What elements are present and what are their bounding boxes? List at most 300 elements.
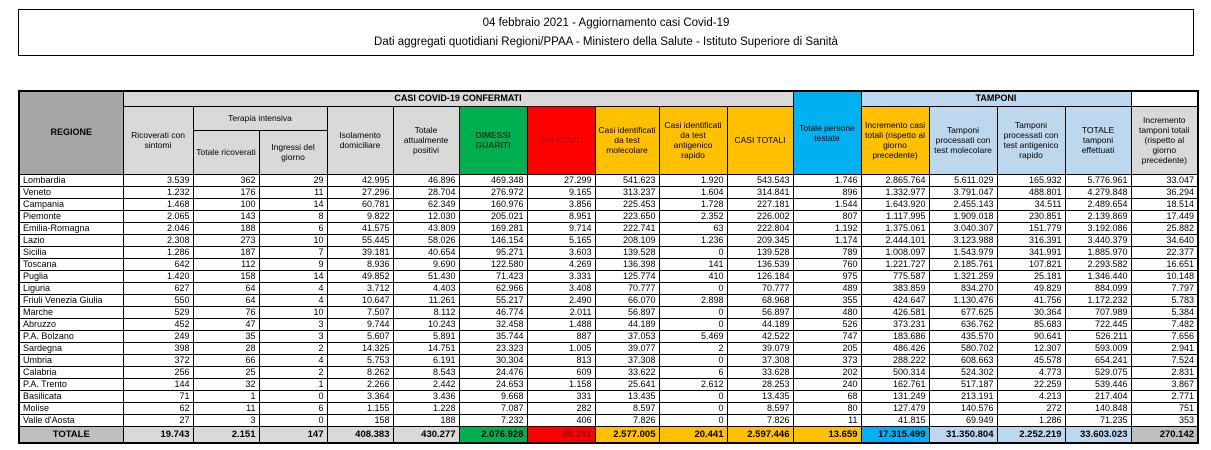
cell-deceduti: 3.603 — [527, 246, 595, 258]
cell-tamponi-molecolare: 213.191 — [929, 390, 997, 402]
cell-casi-molecolare: 136.398 — [595, 258, 659, 270]
cell-attualmente-positivi: 51.430 — [393, 270, 459, 282]
cell-casi-molecolare: 125.774 — [595, 270, 659, 282]
cell-incremento-casi: 789 — [793, 246, 861, 258]
table-row — [19, 234, 1198, 246]
cell-deceduti: 813 — [527, 354, 595, 366]
col-header-regione: REGIONE — [19, 91, 123, 174]
cell-dimessi-guariti: 146.154 — [459, 234, 527, 246]
cell-persone-testate: 183.686 — [861, 330, 929, 342]
cell-deceduti: 282 — [527, 402, 595, 414]
cell-terapia-totale: 11 — [193, 402, 259, 414]
col-header-totale-tamponi: TOTALE tamponi effettuati — [1065, 106, 1131, 174]
cell-incremento-casi: 202 — [793, 366, 861, 378]
cell-ricoverati-sintomi: 144 — [123, 378, 193, 390]
col-header-tamponi-molecolare: Tamponi processati con test molecolare — [929, 106, 997, 174]
cell-casi-molecolare: 139.528 — [595, 246, 659, 258]
cell-totale-tamponi: 1.346.440 — [1065, 270, 1131, 282]
cell-casi-antigenico: 0 — [659, 282, 727, 294]
cell-attualmente-positivi: 58.026 — [393, 234, 459, 246]
cell-dimessi-guariti: 160.976 — [459, 198, 527, 210]
cell-tamponi-antigenico: 151.779 — [997, 222, 1065, 234]
cell-casi-molecolare: 37.308 — [595, 354, 659, 366]
cell-terapia-totale: 28 — [193, 342, 259, 354]
cell-casi-totali: 209.345 — [727, 234, 793, 246]
cell-dimessi-guariti: 95.271 — [459, 246, 527, 258]
cell-tamponi-antigenico: 4.213 — [997, 390, 1065, 402]
col-header-terapia-totale: Totale ricoverati — [193, 130, 259, 174]
cell-ricoverati-sintomi: 3.539 — [123, 174, 193, 186]
cell-tamponi-antigenico: 230.851 — [997, 210, 1065, 222]
cell-casi-antigenico: 1.236 — [659, 234, 727, 246]
group-header-terapia-intensiva: Terapia intensiva — [193, 106, 327, 130]
cell-terapia-totale: 64 — [193, 294, 259, 306]
total-row — [19, 426, 1198, 443]
cell-deceduti: 2.011 — [527, 306, 595, 318]
group-header-casi-confermati: CASI COVID-19 CONFERMATI — [123, 91, 793, 106]
cell-casi-totali: 37.308 — [727, 354, 793, 366]
cell-casi-totali: 44.189 — [727, 318, 793, 330]
cell-casi-totali: 7.826 — [727, 414, 793, 426]
cell-casi-molecolare: 39.077 — [595, 342, 659, 354]
cell-deceduti: 4.269 — [527, 258, 595, 270]
cell-totale-tamponi: 1.885.970 — [1065, 246, 1131, 258]
cell-tamponi-molecolare: 2.185.761 — [929, 258, 997, 270]
cell-incremento-casi: 205 — [793, 342, 861, 354]
cell-dimessi-guariti: 9.668 — [459, 390, 527, 402]
cell-incremento-casi: 747 — [793, 330, 861, 342]
total-cell-attualmente-positivi: 430.277 — [393, 426, 459, 443]
cell-attualmente-positivi: 28.704 — [393, 186, 459, 198]
cell-ricoverati-sintomi: 1.232 — [123, 186, 193, 198]
cell-isolamento: 49.852 — [327, 270, 393, 282]
cell-attualmente-positivi: 2.442 — [393, 378, 459, 390]
cell-terapia-ingressi: 6 — [259, 222, 327, 234]
cell-casi-molecolare: 70.777 — [595, 282, 659, 294]
table-row — [19, 378, 1198, 390]
cell-persone-testate: 424.647 — [861, 294, 929, 306]
cell-totale-tamponi: 722.445 — [1065, 318, 1131, 330]
cell-tamponi-antigenico: 90.641 — [997, 330, 1065, 342]
cell-incremento-tamponi: 2.831 — [1131, 366, 1198, 378]
col-header-casi-molecolare: Casi identificati da test molecolare — [595, 106, 659, 174]
title-line-1: 04 febbraio 2021 - Aggiornamento casi Covid-19 — [482, 17, 730, 29]
cell-persone-testate: 2.865.764 — [861, 174, 929, 186]
region-name: P.A. Bolzano — [19, 330, 123, 342]
cell-deceduti: 27.299 — [527, 174, 595, 186]
table-header — [19, 91, 1198, 174]
cell-isolamento: 5.753 — [327, 354, 393, 366]
cell-incremento-tamponi: 3.867 — [1131, 378, 1198, 390]
cell-persone-testate: 775.587 — [861, 270, 929, 282]
region-name: Calabria — [19, 366, 123, 378]
cell-terapia-ingressi: 11 — [259, 186, 327, 198]
cell-casi-molecolare: 222.741 — [595, 222, 659, 234]
cell-deceduti: 9.165 — [527, 186, 595, 198]
total-cell-isolamento: 408.383 — [327, 426, 393, 443]
cell-incremento-tamponi: 33.047 — [1131, 174, 1198, 186]
col-header-incremento-casi: Incremento casi totali (rispetto al giorno precedente) — [861, 106, 929, 174]
cell-isolamento: 158 — [327, 414, 393, 426]
cell-dimessi-guariti: 469.348 — [459, 174, 527, 186]
cell-totale-tamponi: 654.241 — [1065, 354, 1131, 366]
cell-tamponi-molecolare: 1.321.259 — [929, 270, 997, 282]
cell-terapia-ingressi: 8 — [259, 210, 327, 222]
cell-tamponi-antigenico: 272 — [997, 402, 1065, 414]
cell-terapia-ingressi: 4 — [259, 282, 327, 294]
cell-dimessi-guariti: 62.966 — [459, 282, 527, 294]
cell-tamponi-molecolare: 3.123.988 — [929, 234, 997, 246]
table-row — [19, 318, 1198, 330]
cell-incremento-casi: 11 — [793, 414, 861, 426]
table-row — [19, 330, 1198, 342]
region-name: Toscana — [19, 258, 123, 270]
cell-totale-tamponi: 707.989 — [1065, 306, 1131, 318]
col-header-terapia-ingressi: Ingressi del giorno — [259, 130, 327, 174]
cell-terapia-totale: 35 — [193, 330, 259, 342]
cell-ricoverati-sintomi: 642 — [123, 258, 193, 270]
cell-persone-testate: 1.117.995 — [861, 210, 929, 222]
cell-ricoverati-sintomi: 550 — [123, 294, 193, 306]
cell-tamponi-molecolare: 524.302 — [929, 366, 997, 378]
cell-isolamento: 39.181 — [327, 246, 393, 258]
cell-deceduti: 1.488 — [527, 318, 595, 330]
cell-casi-molecolare: 8.597 — [595, 402, 659, 414]
cell-incremento-tamponi: 22.377 — [1131, 246, 1198, 258]
cell-tamponi-antigenico: 4.773 — [997, 366, 1065, 378]
cell-incremento-casi: 68 — [793, 390, 861, 402]
cell-attualmente-positivi: 6.191 — [393, 354, 459, 366]
table-footer — [19, 426, 1198, 443]
cell-incremento-casi: 526 — [793, 318, 861, 330]
cell-attualmente-positivi: 9.690 — [393, 258, 459, 270]
cell-deceduti: 1.158 — [527, 378, 595, 390]
cell-incremento-tamponi: 7.524 — [1131, 354, 1198, 366]
total-cell-totale-tamponi: 33.603.023 — [1065, 426, 1131, 443]
table-row — [19, 270, 1198, 282]
col-header-casi-antigenico: Casi identificati da test antigenico rapido — [659, 106, 727, 174]
cell-casi-antigenico: 2.352 — [659, 210, 727, 222]
cell-tamponi-antigenico: 49.829 — [997, 282, 1065, 294]
cell-incremento-casi: 807 — [793, 210, 861, 222]
cell-casi-antigenico: 1.920 — [659, 174, 727, 186]
cell-terapia-ingressi: 6 — [259, 402, 327, 414]
cell-ricoverati-sintomi: 62 — [123, 402, 193, 414]
region-name: Marche — [19, 306, 123, 318]
cell-terapia-ingressi: 4 — [259, 354, 327, 366]
cell-terapia-ingressi: 7 — [259, 246, 327, 258]
cell-incremento-tamponi: 25.882 — [1131, 222, 1198, 234]
cell-casi-antigenico: 6 — [659, 366, 727, 378]
cell-terapia-totale: 76 — [193, 306, 259, 318]
cell-terapia-ingressi: 3 — [259, 318, 327, 330]
cell-incremento-casi: 373 — [793, 354, 861, 366]
cell-persone-testate: 383.859 — [861, 282, 929, 294]
cell-terapia-totale: 100 — [193, 198, 259, 210]
cell-incremento-casi: 355 — [793, 294, 861, 306]
cell-incremento-tamponi: 353 — [1131, 414, 1198, 426]
cell-tamponi-antigenico: 316.391 — [997, 234, 1065, 246]
cell-casi-totali: 136.539 — [727, 258, 793, 270]
cell-ricoverati-sintomi: 529 — [123, 306, 193, 318]
covid-data-table — [18, 90, 1199, 444]
cell-ricoverati-sintomi: 1.286 — [123, 246, 193, 258]
cell-persone-testate: 426.581 — [861, 306, 929, 318]
cell-tamponi-antigenico: 45.578 — [997, 354, 1065, 366]
cell-dimessi-guariti: 55.217 — [459, 294, 527, 306]
cell-terapia-totale: 112 — [193, 258, 259, 270]
col-header-deceduti: DECEDUTI — [527, 106, 595, 174]
cell-incremento-tamponi: 7.482 — [1131, 318, 1198, 330]
cell-incremento-tamponi: 7.656 — [1131, 330, 1198, 342]
cell-tamponi-antigenico: 22.259 — [997, 378, 1065, 390]
cell-attualmente-positivi: 62.349 — [393, 198, 459, 210]
title-line-2: Dati aggregati quotidiani Regioni/PPAA - Ministero della Salute - Istituto Superiore di Sanità — [374, 36, 838, 48]
cell-persone-testate: 500.314 — [861, 366, 929, 378]
cell-terapia-ingressi: 14 — [259, 270, 327, 282]
cell-incremento-tamponi: 751 — [1131, 402, 1198, 414]
cell-ricoverati-sintomi: 256 — [123, 366, 193, 378]
cell-totale-tamponi: 217.404 — [1065, 390, 1131, 402]
cell-dimessi-guariti: 46.774 — [459, 306, 527, 318]
cell-dimessi-guariti: 30.304 — [459, 354, 527, 366]
cell-casi-antigenico: 410 — [659, 270, 727, 282]
cell-tamponi-antigenico: 1.286 — [997, 414, 1065, 426]
cell-deceduti: 887 — [527, 330, 595, 342]
cell-casi-totali: 13.435 — [727, 390, 793, 402]
cell-terapia-ingressi: 10 — [259, 234, 327, 246]
cell-deceduti: 3.331 — [527, 270, 595, 282]
total-cell-casi-antigenico: 20.441 — [659, 426, 727, 443]
cell-incremento-tamponi: 2.771 — [1131, 390, 1198, 402]
cell-incremento-casi: 80 — [793, 402, 861, 414]
table-row — [19, 366, 1198, 378]
table-row — [19, 414, 1198, 426]
table-row — [19, 246, 1198, 258]
cell-tamponi-antigenico: 41.756 — [997, 294, 1065, 306]
cell-casi-antigenico: 0 — [659, 354, 727, 366]
cell-incremento-casi: 1.544 — [793, 198, 861, 210]
col-header-incremento-tamponi: Incremento tamponi totali (rispetto al giorno precedente) — [1131, 106, 1198, 174]
cell-persone-testate: 486.426 — [861, 342, 929, 354]
cell-casi-antigenico: 2.898 — [659, 294, 727, 306]
cell-casi-antigenico: 0 — [659, 414, 727, 426]
cell-terapia-ingressi: 9 — [259, 258, 327, 270]
cell-incremento-tamponi: 5.384 — [1131, 306, 1198, 318]
cell-persone-testate: 162.761 — [861, 378, 929, 390]
cell-incremento-tamponi: 7.797 — [1131, 282, 1198, 294]
cell-casi-antigenico: 0 — [659, 246, 727, 258]
cell-casi-molecolare: 208.109 — [595, 234, 659, 246]
cell-tamponi-molecolare: 1.909.018 — [929, 210, 997, 222]
region-name: Sicilia — [19, 246, 123, 258]
cell-isolamento: 42.995 — [327, 174, 393, 186]
cell-deceduti: 3.408 — [527, 282, 595, 294]
col-header-attualmente-positivi: Totale attualmente positivi — [393, 106, 459, 174]
table-row — [19, 402, 1198, 414]
cell-terapia-totale: 273 — [193, 234, 259, 246]
cell-casi-antigenico: 1.604 — [659, 186, 727, 198]
total-cell-terapia-totale: 2.151 — [193, 426, 259, 443]
cell-incremento-casi: 1.192 — [793, 222, 861, 234]
cell-deceduti: 406 — [527, 414, 595, 426]
cell-attualmente-positivi: 8.543 — [393, 366, 459, 378]
cell-casi-totali: 70.777 — [727, 282, 793, 294]
cell-deceduti: 2.490 — [527, 294, 595, 306]
cell-terapia-ingressi: 2 — [259, 342, 327, 354]
cell-attualmente-positivi: 5.891 — [393, 330, 459, 342]
cell-attualmente-positivi: 188 — [393, 414, 459, 426]
cell-tamponi-antigenico: 85.683 — [997, 318, 1065, 330]
col-header-tamponi-antigenico: Tamponi processati con test antigenico rapido — [997, 106, 1065, 174]
cell-tamponi-molecolare: 517.187 — [929, 378, 997, 390]
region-name: Molise — [19, 402, 123, 414]
cell-incremento-casi: 1.174 — [793, 234, 861, 246]
cell-ricoverati-sintomi: 627 — [123, 282, 193, 294]
cell-persone-testate: 1.332.977 — [861, 186, 929, 198]
cell-attualmente-positivi: 43.809 — [393, 222, 459, 234]
cell-persone-testate: 288.222 — [861, 354, 929, 366]
region-name: Emilia-Romagna — [19, 222, 123, 234]
cell-tamponi-antigenico: 341.991 — [997, 246, 1065, 258]
cell-casi-totali: 226.002 — [727, 210, 793, 222]
cell-tamponi-molecolare: 435.570 — [929, 330, 997, 342]
cell-incremento-casi: 240 — [793, 378, 861, 390]
cell-totale-tamponi: 1.172.232 — [1065, 294, 1131, 306]
cell-isolamento: 7.507 — [327, 306, 393, 318]
cell-casi-molecolare: 44.189 — [595, 318, 659, 330]
cell-casi-totali: 33.628 — [727, 366, 793, 378]
cell-isolamento: 3.364 — [327, 390, 393, 402]
cell-casi-molecolare: 313.237 — [595, 186, 659, 198]
table-row — [19, 222, 1198, 234]
cell-isolamento: 41.575 — [327, 222, 393, 234]
cell-tamponi-molecolare: 3.040.307 — [929, 222, 997, 234]
cell-persone-testate: 41.815 — [861, 414, 929, 426]
cell-totale-tamponi: 5.776.961 — [1065, 174, 1131, 186]
cell-terapia-ingressi: 2 — [259, 366, 327, 378]
cell-terapia-totale: 25 — [193, 366, 259, 378]
cell-casi-molecolare: 7.826 — [595, 414, 659, 426]
region-name: Campania — [19, 198, 123, 210]
cell-tamponi-molecolare: 3.791.047 — [929, 186, 997, 198]
cell-casi-totali: 39.079 — [727, 342, 793, 354]
cell-casi-molecolare: 223.650 — [595, 210, 659, 222]
total-cell-casi-totali: 2.597.446 — [727, 426, 793, 443]
region-name: Friuli Venezia Giulia — [19, 294, 123, 306]
cell-deceduti: 331 — [527, 390, 595, 402]
cell-terapia-totale: 64 — [193, 282, 259, 294]
cell-attualmente-positivi: 1.228 — [393, 402, 459, 414]
cell-ricoverati-sintomi: 2.308 — [123, 234, 193, 246]
cell-terapia-totale: 1 — [193, 390, 259, 402]
cell-dimessi-guariti: 276.972 — [459, 186, 527, 198]
total-cell-tamponi-molecolare: 31.350.804 — [929, 426, 997, 443]
cell-casi-totali: 8.597 — [727, 402, 793, 414]
cell-casi-molecolare: 541.623 — [595, 174, 659, 186]
cell-casi-molecolare: 13.435 — [595, 390, 659, 402]
region-name: Piemonte — [19, 210, 123, 222]
cell-persone-testate: 2.444.101 — [861, 234, 929, 246]
cell-tamponi-antigenico: 25.181 — [997, 270, 1065, 282]
cell-dimessi-guariti: 23.323 — [459, 342, 527, 354]
cell-terapia-ingressi: 4 — [259, 294, 327, 306]
cell-incremento-tamponi: 34.640 — [1131, 234, 1198, 246]
total-cell-terapia-ingressi: 147 — [259, 426, 327, 443]
cell-isolamento: 5.607 — [327, 330, 393, 342]
cell-terapia-ingressi: 0 — [259, 414, 327, 426]
cell-casi-molecolare: 66.070 — [595, 294, 659, 306]
cell-totale-tamponi: 2.489.654 — [1065, 198, 1131, 210]
col-header-persone-testate: Totale persone testate — [793, 91, 861, 174]
cell-casi-totali: 227.181 — [727, 198, 793, 210]
cell-totale-tamponi: 2.139.869 — [1065, 210, 1131, 222]
cell-isolamento: 8.936 — [327, 258, 393, 270]
cell-attualmente-positivi: 10.243 — [393, 318, 459, 330]
cell-terapia-ingressi: 14 — [259, 198, 327, 210]
cell-casi-molecolare: 33.622 — [595, 366, 659, 378]
cell-incremento-casi: 1.746 — [793, 174, 861, 186]
table-row — [19, 174, 1198, 186]
cell-deceduti: 3.856 — [527, 198, 595, 210]
cell-totale-tamponi: 526.211 — [1065, 330, 1131, 342]
cell-persone-testate: 1.375.061 — [861, 222, 929, 234]
region-name: Umbria — [19, 354, 123, 366]
cell-dimessi-guariti: 71.423 — [459, 270, 527, 282]
cell-totale-tamponi: 3.192.086 — [1065, 222, 1131, 234]
cell-deceduti: 9.714 — [527, 222, 595, 234]
cell-casi-molecolare: 225.453 — [595, 198, 659, 210]
region-name: Lombardia — [19, 174, 123, 186]
cell-tamponi-antigenico: 30.364 — [997, 306, 1065, 318]
region-name: Liguria — [19, 282, 123, 294]
total-cell-ricoverati-sintomi: 19.743 — [123, 426, 193, 443]
cell-persone-testate: 1.221.727 — [861, 258, 929, 270]
total-cell-casi-molecolare: 2.577.005 — [595, 426, 659, 443]
region-name: Abruzzo — [19, 318, 123, 330]
cell-casi-totali: 68.968 — [727, 294, 793, 306]
table-row — [19, 258, 1198, 270]
cell-incremento-tamponi: 2.941 — [1131, 342, 1198, 354]
cell-deceduti: 8.951 — [527, 210, 595, 222]
cell-isolamento: 2.266 — [327, 378, 393, 390]
cell-ricoverati-sintomi: 452 — [123, 318, 193, 330]
total-cell-deceduti: 90.241 — [527, 426, 595, 443]
cell-tamponi-molecolare: 140.576 — [929, 402, 997, 414]
cell-dimessi-guariti: 205.021 — [459, 210, 527, 222]
cell-dimessi-guariti: 7.087 — [459, 402, 527, 414]
cell-tamponi-antigenico: 34.511 — [997, 198, 1065, 210]
cell-terapia-totale: 3 — [193, 414, 259, 426]
cell-casi-totali: 126.184 — [727, 270, 793, 282]
cell-isolamento: 14.325 — [327, 342, 393, 354]
cell-casi-totali: 543.543 — [727, 174, 793, 186]
cell-tamponi-antigenico: 107.821 — [997, 258, 1065, 270]
cell-casi-totali: 222.804 — [727, 222, 793, 234]
cell-isolamento: 8.262 — [327, 366, 393, 378]
cell-incremento-tamponi: 10.148 — [1131, 270, 1198, 282]
cell-ricoverati-sintomi: 1.468 — [123, 198, 193, 210]
total-cell-dimessi-guariti: 2.076.928 — [459, 426, 527, 443]
cell-isolamento: 10.647 — [327, 294, 393, 306]
cell-totale-tamponi: 593.009 — [1065, 342, 1131, 354]
cell-persone-testate: 131.249 — [861, 390, 929, 402]
region-name: Veneto — [19, 186, 123, 198]
table-body — [19, 174, 1198, 426]
cell-attualmente-positivi: 46.896 — [393, 174, 459, 186]
cell-isolamento: 27.296 — [327, 186, 393, 198]
cell-ricoverati-sintomi: 249 — [123, 330, 193, 342]
